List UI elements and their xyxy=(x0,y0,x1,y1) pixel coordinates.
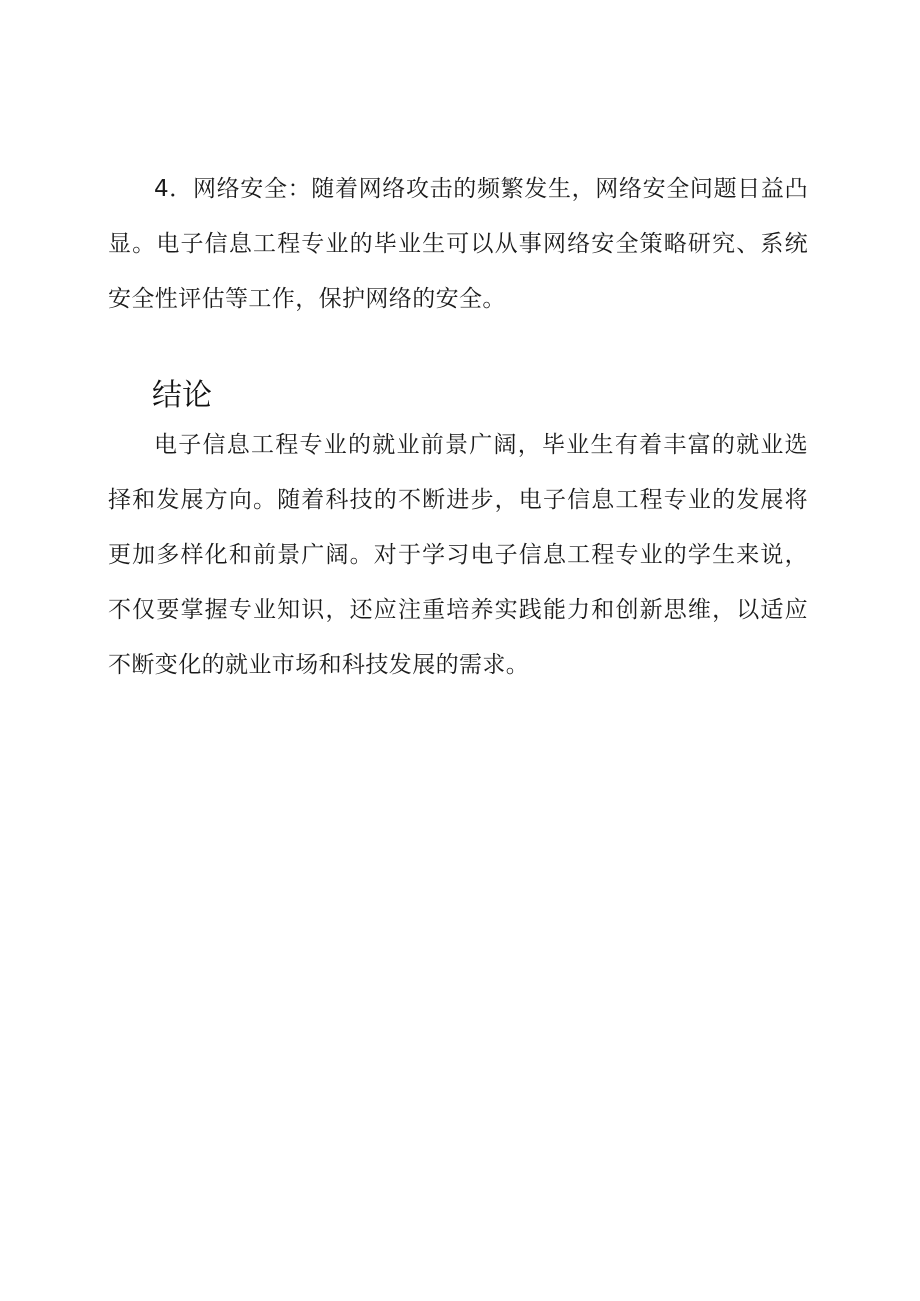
network-security-paragraph: 4．网络安全：随着网络攻击的频繁发生，网络安全问题日益凸显。电子信息工程专业的毕业生可以从事网络安全策略研究、系统安全性评估等工作，保护网络的安全。 xyxy=(108,176,808,312)
conclusion-heading: 结论 xyxy=(152,378,212,413)
conclusion-paragraph: 电子信息工程专业的就业前景广阔，毕业生有着丰富的就业选择和发展方向。随着科技的不断进步，电子信息工程专业的发展将更加多样化和前景广阔。对于学习电子信息工程专业的学生来说，不仅要掌握专业知识，还应注重培养实践能力和创新思维，以适应不断变化的就业市场和科技发展的需求。 xyxy=(108,432,808,678)
